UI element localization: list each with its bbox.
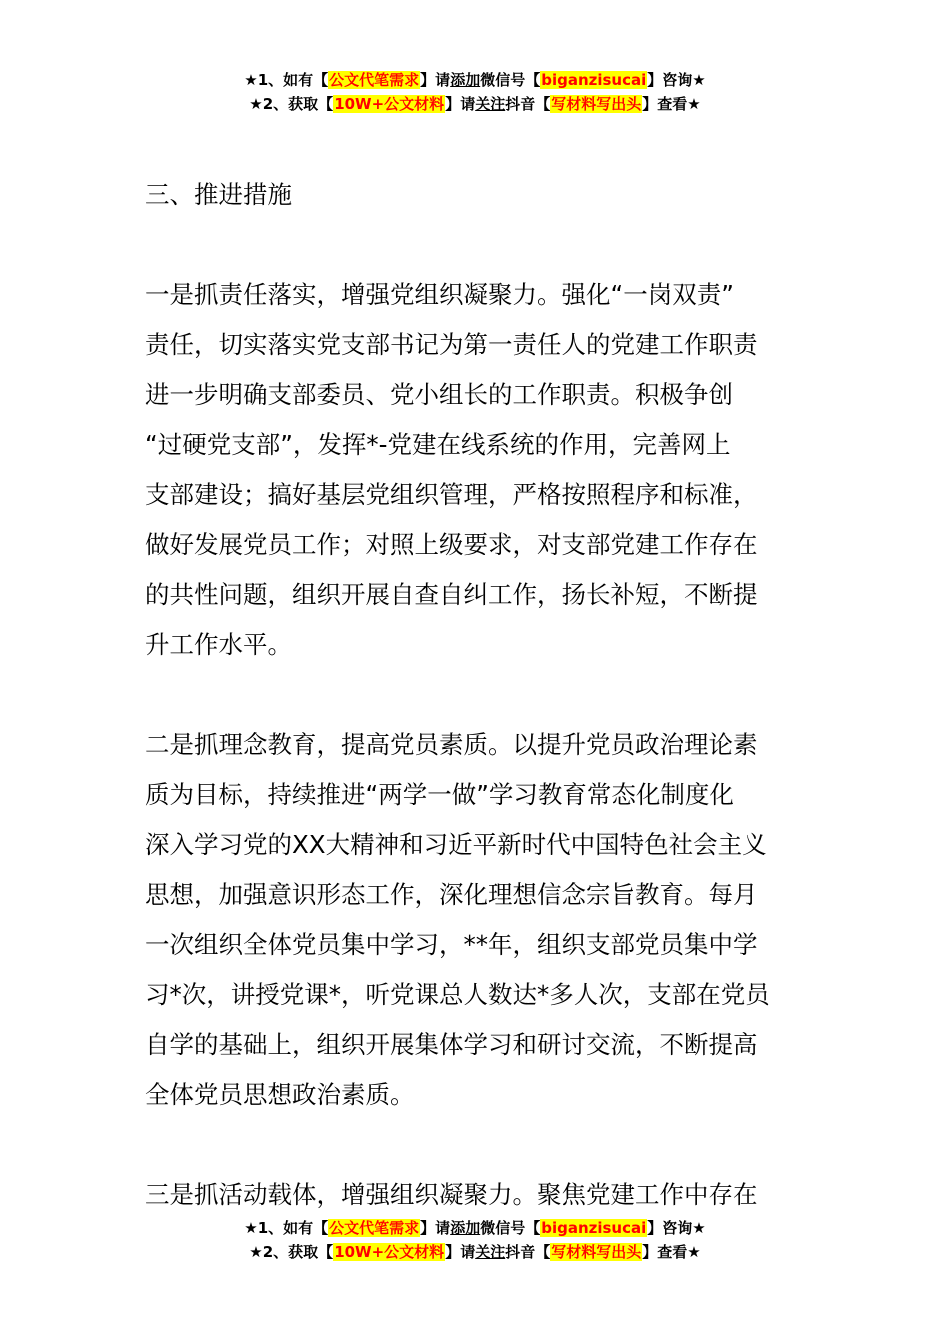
banner-text: ★1、如有【 xyxy=(244,1219,329,1237)
spacer xyxy=(145,670,810,720)
highlight-service: 公文代笔需求 xyxy=(329,71,420,89)
text-line: 二是抓理念教育，提高党员素质。以提升党员政治理论素 xyxy=(145,730,758,759)
highlight-wechat-id: biganzisucai xyxy=(541,1219,647,1237)
text-line: 支部建设；搞好基层党组织管理，严格按照程序和标准， xyxy=(145,480,758,509)
banner-text: 】查看★ xyxy=(642,95,701,113)
highlight-service: 公文代笔需求 xyxy=(329,1219,420,1237)
banner-text: 】请 xyxy=(445,95,476,113)
text-line: “过硬党支部”，发挥*-党建在线系统的作用，完善网上 xyxy=(145,430,731,459)
banner-text: ★2、获取【 xyxy=(249,95,334,113)
spacer xyxy=(145,220,810,270)
underlined-follow: 关注 xyxy=(475,1243,506,1261)
banner-text: 】请 xyxy=(420,71,451,89)
text-line: 自学的基础上，组织开展集体学习和研讨交流，不断提高 xyxy=(145,1030,758,1059)
banner-line-1 xyxy=(0,68,950,92)
text-line: 一次组织全体党员集中学习，**年，组织支部党员集中学 xyxy=(145,930,758,959)
document-body xyxy=(145,170,810,1220)
text-line: 的共性问题，组织开展自查自纠工作，扬长补短，不断提 xyxy=(145,580,758,609)
paragraph-education xyxy=(145,720,810,1120)
highlight-douyin-account: 写材料写出头 xyxy=(551,1243,642,1261)
text-line: 升工作水平。 xyxy=(145,630,292,659)
banner-line-2 xyxy=(0,1240,950,1264)
text-line: 进一步明确支部委员、党小组长的工作职责。积极争创 xyxy=(145,380,733,409)
banner-text: 抖音【 xyxy=(505,95,551,113)
underlined-add: 添加 xyxy=(450,71,481,89)
header-banner xyxy=(0,68,950,116)
highlight-materials: 10W+公文材料 xyxy=(334,95,445,113)
banner-text: 】查看★ xyxy=(642,1243,701,1261)
section-heading: 三、推进措施 xyxy=(145,180,292,209)
banner-text: ★1、如有【 xyxy=(244,71,329,89)
text-line: 质为目标，持续推进“两学一做”学习教育常态化制度化 xyxy=(145,780,734,809)
highlight-materials: 10W+公文材料 xyxy=(334,1243,445,1261)
highlight-wechat-id: biganzisucai xyxy=(541,71,647,89)
underlined-follow: 关注 xyxy=(475,95,506,113)
banner-text: 抖音【 xyxy=(505,1243,551,1261)
banner-text: 】咨询★ xyxy=(647,71,706,89)
highlight-douyin-account: 写材料写出头 xyxy=(551,95,642,113)
text-line: 三是抓活动载体，增强组织凝聚力。聚焦党建工作中存在 xyxy=(145,1180,758,1209)
banner-text: ★2、获取【 xyxy=(249,1243,334,1261)
text-line: 思想，加强意识形态工作，深化理想信念宗旨教育。每月 xyxy=(145,880,758,909)
banner-line-2 xyxy=(0,92,950,116)
text-line: 习*次，讲授党课*，听党课总人数达*多人次，支部在党员 xyxy=(145,980,770,1009)
text-line: 做好发展党员工作；对照上级要求，对支部党建工作存在 xyxy=(145,530,758,559)
paragraph-responsibility xyxy=(145,270,810,670)
banner-text: 微信号【 xyxy=(480,1219,541,1237)
footer-banner xyxy=(0,1216,950,1264)
paragraph-activities xyxy=(145,1170,810,1220)
banner-text: 】请 xyxy=(445,1243,476,1261)
spacer xyxy=(145,1120,810,1170)
banner-line-1 xyxy=(0,1216,950,1240)
banner-text: 】咨询★ xyxy=(647,1219,706,1237)
banner-text: 】请 xyxy=(420,1219,451,1237)
banner-text: 微信号【 xyxy=(480,71,541,89)
text-line: 责任，切实落实党支部书记为第一责任人的党建工作职责 xyxy=(145,330,758,359)
text-line: 一是抓责任落实，增强党组织凝聚力。强化“一岗双责” xyxy=(145,280,734,309)
underlined-add: 添加 xyxy=(450,1219,481,1237)
text-line: 全体党员思想政治素质。 xyxy=(145,1080,415,1109)
text-line: 深入学习党的XX大精神和习近平新时代中国特色社会主义 xyxy=(145,830,767,859)
